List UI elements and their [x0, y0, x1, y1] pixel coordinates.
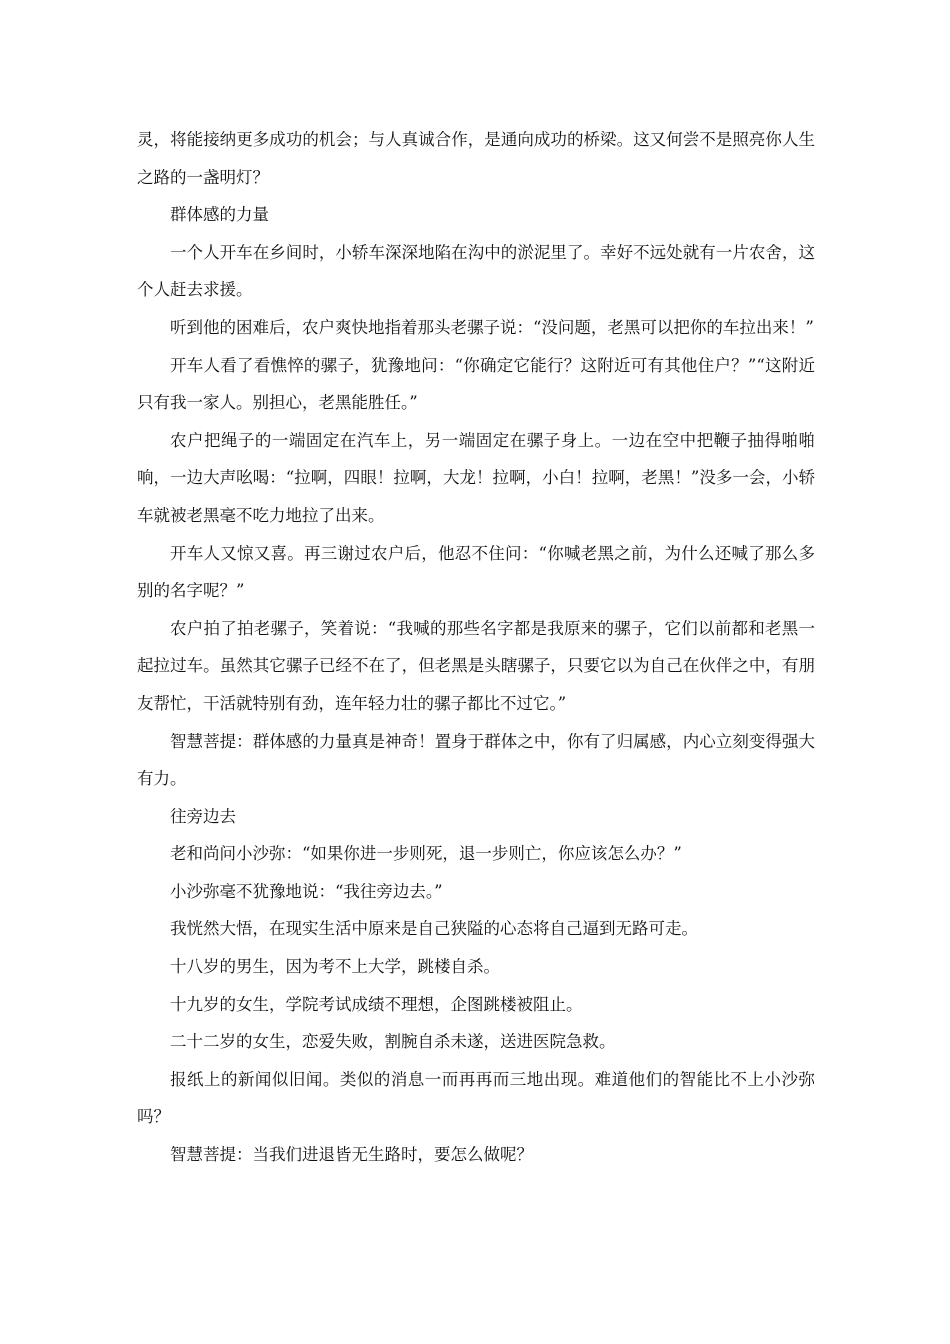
body-paragraph: 老和尚问小沙弥：“如果你进一步则死，退一步则亡，你应该怎么办？”: [170, 844, 682, 864]
body-paragraph: 小沙弥毫不犹豫地说：“我往旁边去。”: [170, 881, 443, 901]
continuation-paragraph: 灵，将能接纳更多成功的机会；与人真诚合作，是通向成功的桥梁。这又何尝不是照亮你人生之路的一盏明灯？: [137, 130, 815, 187]
body-paragraph: 听到他的困难后，农户爽快地指着那头老骡子说：“没问题，老黑可以把你的车拉出来！”: [170, 317, 814, 337]
wisdom-paragraph: 智慧菩提：当我们进退皆无生路时，要怎么做呢？: [170, 1145, 533, 1165]
body-paragraph: 开车人看了看憔悴的骡子，犹豫地问：“你确定它能行？这附近可有其他住户？”“这附近只有我一家人。别担心，老黑能胜任。”: [137, 355, 815, 413]
section-heading-group-power: 群体感的力量: [170, 205, 269, 225]
document-body: [137, 121, 815, 1174]
body-paragraph: 报纸上的新闻似旧闻。类似的消息一而再再而三地出现。难道他们的智能比不上小沙弥吗？: [137, 1069, 815, 1127]
wisdom-paragraph: 智慧菩提：群体感的力量真是神奇！置身于群体之中，你有了归属感，内心立刻变得强大有力。: [137, 731, 815, 789]
body-paragraph: 十九岁的女生，学院考试成绩不理想，企图跳楼被阻止。: [170, 994, 583, 1014]
body-paragraph: 开车人又惊又喜。再三谢过农户后，他忍不住问：“你喊老黑之前，为什么还喊了那么多别的名字呢？”: [137, 543, 815, 601]
body-paragraph: 二十二岁的女生，恋爱失败，割腕自杀未遂，送进医院急救。: [170, 1032, 616, 1052]
section-heading-go-aside: 往旁边去: [170, 806, 236, 826]
body-paragraph: 农户拍了拍老骡子，笑着说：“我喊的那些名字都是我原来的骡子，它们以前都和老黑一起拉过车。虽然其它骡子已经不在了，但老黑是头瞎骡子，只要它以为自己在伙伴之中，有朋友帮忙，干活就特别有劲，连年轻力壮的骡子都比不过它。”: [137, 618, 815, 713]
body-paragraph: 十八岁的男生，因为考不上大学，跳楼自杀。: [170, 957, 500, 977]
body-paragraph: 农户把绳子的一端固定在汽车上，另一端固定在骡子身上。一边在空中把鞭子抽得啪啪响，一边大声吆喝：“拉啊，四眼！拉啊，大龙！拉啊，小白！拉啊，老黑！”没多一会，小轿车就被老黑毫不吃力地拉了出来。: [137, 430, 815, 525]
body-paragraph: 一个人开车在乡间时，小轿车深深地陷在沟中的淤泥里了。幸好不远处就有一片农舍，这个人赶去求援。: [137, 242, 815, 300]
body-paragraph: 我恍然大悟，在现实生活中原来是自己狭隘的心态将自己逼到无路可走。: [170, 919, 698, 939]
